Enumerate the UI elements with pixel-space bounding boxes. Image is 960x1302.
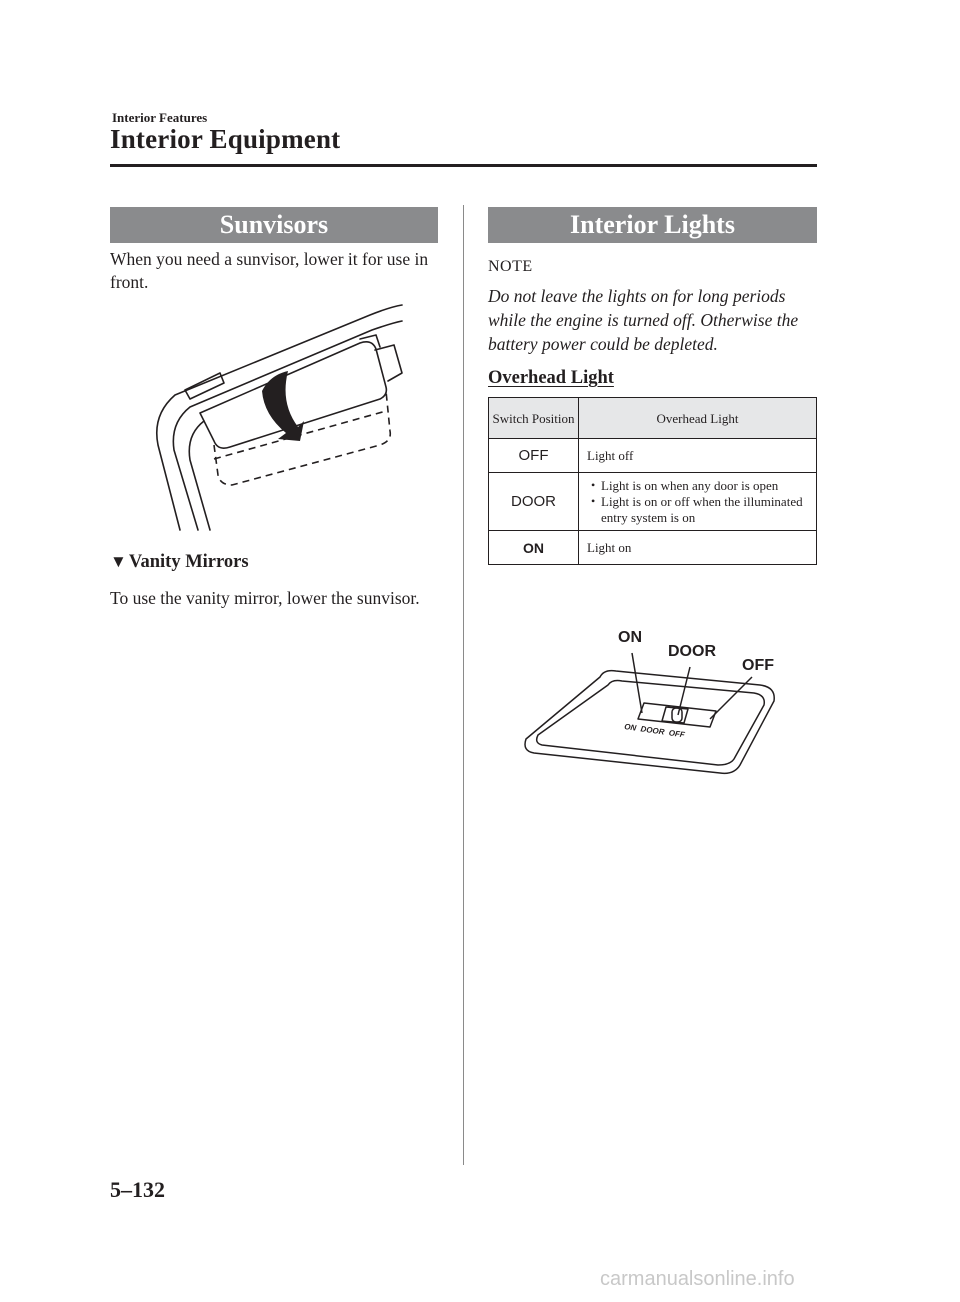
- sunvisors-heading: Sunvisors: [110, 207, 438, 243]
- table-header-row: [489, 398, 817, 439]
- row-description: Light on: [579, 531, 817, 565]
- chapter-title: Interior Equipment: [110, 124, 341, 154]
- header-rule: [110, 164, 817, 167]
- overhead-light-heading: Overhead Light: [488, 368, 614, 388]
- table-row: [489, 439, 817, 473]
- section-label: Interior Features: [112, 110, 208, 125]
- bullet-item: • Light is on or off when the illuminated entry system is on: [587, 494, 816, 526]
- page-number: 5–132: [110, 1177, 165, 1202]
- switch-position-on: ON: [489, 531, 579, 565]
- overhead-light-illustration: [520, 615, 790, 785]
- column-divider: [463, 205, 464, 1165]
- table-row: [489, 473, 817, 531]
- row-description: [579, 473, 817, 531]
- switch-marks: ON DOOR OFF: [623, 722, 686, 740]
- callout-off: OFF: [742, 657, 774, 674]
- callout-on: ON: [618, 629, 642, 646]
- triangle-bullet-icon: ▼: [110, 552, 127, 571]
- bullet-item: • Light is on when any door is open: [587, 478, 816, 494]
- table-row: [489, 531, 817, 565]
- vanity-mirrors-heading: [110, 552, 249, 573]
- note-text: Do not leave the lights on for long periods while the engine is turned off. Otherwise the battery power could be depleted.: [488, 286, 799, 354]
- table-header-switch-position: Switch Position: [489, 398, 579, 439]
- switch-position-off: OFF: [489, 439, 579, 473]
- switch-position-door: DOOR: [489, 473, 579, 531]
- overhead-light-table: [488, 397, 817, 565]
- vanity-mirrors-title: Vanity Mirrors: [128, 552, 249, 572]
- table-header-overhead-light: Overhead Light: [579, 398, 817, 439]
- note-label: NOTE: [488, 258, 533, 275]
- watermark: carmanualsonline.info: [600, 1268, 795, 1290]
- row-description: Light off: [579, 439, 817, 473]
- sunvisor-illustration: [140, 295, 410, 535]
- sunvisors-intro: When you need a sunvisor, lower it for use in front.: [110, 249, 429, 292]
- vanity-mirrors-text: To use the vanity mirror, lower the sunvisor.: [110, 588, 420, 608]
- callout-door: DOOR: [668, 643, 716, 660]
- interior-lights-heading: Interior Lights: [488, 207, 817, 243]
